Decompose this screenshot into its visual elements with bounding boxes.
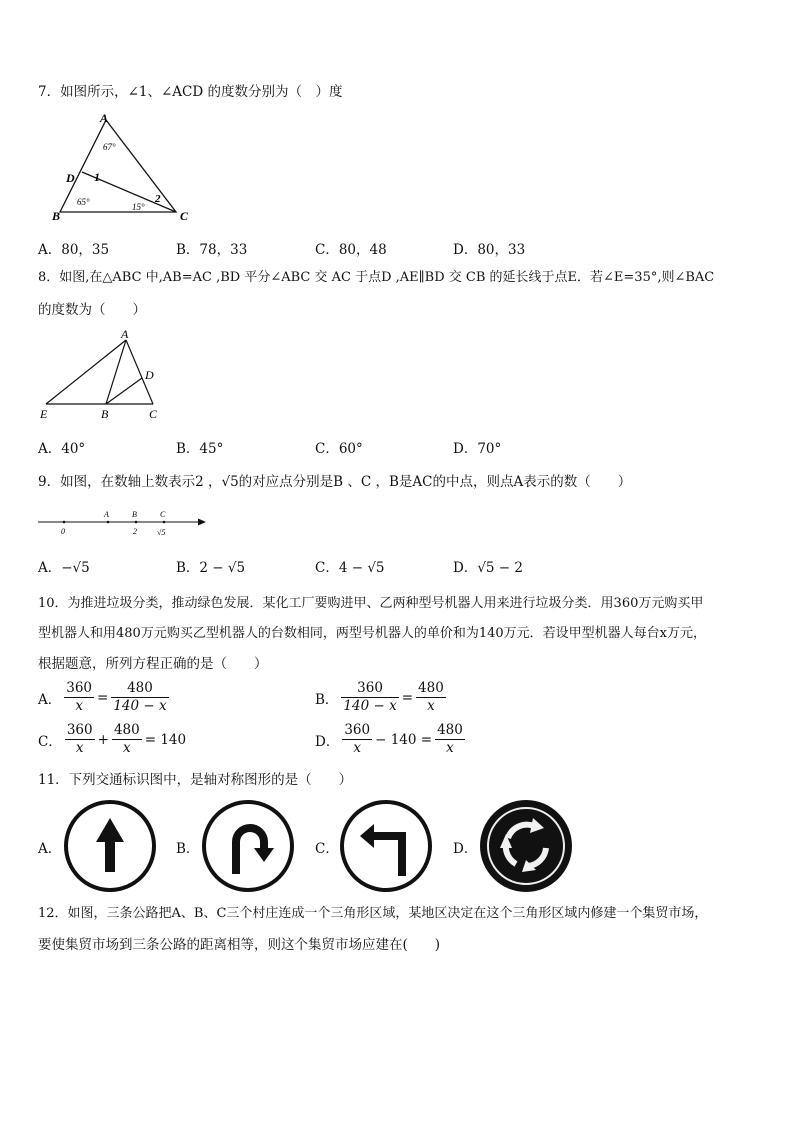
option-key: D． — [453, 242, 478, 258]
numerator: 480 — [113, 722, 140, 738]
fraction — [342, 722, 372, 757]
q9-point-b: B — [132, 510, 137, 519]
numerator: 480 — [111, 680, 168, 698]
option-text: 2 − √5 — [199, 560, 246, 576]
q10-option-c[interactable] — [38, 722, 186, 757]
operator: = — [97, 689, 109, 706]
q7-option-c[interactable] — [315, 238, 387, 258]
option-key: B． — [176, 242, 200, 258]
numerator: 360 — [344, 722, 371, 738]
option-key: C． — [315, 242, 339, 258]
numerator: 360 — [66, 680, 93, 696]
q9-point-a: A — [104, 510, 109, 519]
q9-option-d[interactable] — [453, 556, 523, 576]
operator: − 140 = — [375, 731, 433, 748]
q10-option-b[interactable] — [315, 680, 446, 715]
option-text: −√5 — [61, 560, 90, 576]
q7-angle-15: 15° — [132, 202, 145, 212]
q7-angle-65: 65° — [77, 197, 90, 207]
fraction — [112, 722, 142, 757]
q11-option-b-key[interactable]: B． — [176, 841, 200, 857]
q9-tick-two: 2 — [133, 527, 137, 536]
option-key: D． — [315, 733, 340, 750]
fraction — [416, 680, 446, 715]
q7-option-b[interactable] — [176, 238, 247, 258]
numerator: 360 — [66, 722, 93, 738]
option-key: B． — [176, 441, 200, 457]
q11-stem: 11．下列交通标识图中，是轴对称图形的是（ ） — [38, 772, 353, 788]
q9-point-c: C — [160, 510, 166, 519]
numerator: 360 — [341, 680, 398, 698]
q9-option-a[interactable] — [38, 556, 90, 576]
denominator: 140 − x — [113, 698, 167, 714]
q8-stem-line2: 的度数为（ ） — [38, 302, 146, 318]
equation-tail: = 140 — [144, 731, 187, 748]
denominator: x — [75, 740, 84, 756]
fraction — [341, 680, 398, 715]
option-text: 80，35 — [61, 242, 110, 258]
q7-label-b: B — [52, 209, 61, 223]
q7-label-c: C — [180, 209, 189, 223]
q9-number-line — [36, 506, 211, 540]
fraction — [65, 722, 95, 757]
q7-label-d: D — [66, 171, 75, 185]
option-key: A． — [38, 691, 62, 708]
q7-angle-2: 2 — [155, 193, 161, 205]
q10-line3: 根据题意，所列方程正确的是（ ） — [38, 656, 268, 672]
q9-option-c[interactable] — [315, 556, 385, 576]
numerator: 480 — [437, 722, 463, 738]
q7-figure — [50, 110, 200, 225]
option-key: D． — [453, 441, 478, 457]
denominator: x — [123, 740, 131, 756]
option-key: B． — [176, 560, 200, 576]
q8-label-e: E — [40, 407, 48, 421]
operator: + — [97, 731, 109, 748]
option-key: A． — [38, 441, 62, 457]
roundabout-sign-icon[interactable] — [478, 798, 574, 894]
q8-label-a: A — [121, 327, 129, 341]
operator: = — [401, 689, 414, 706]
option-text: √5 − 2 — [477, 560, 524, 576]
option-key: C． — [38, 733, 62, 750]
option-key: D． — [453, 560, 478, 576]
q8-option-b[interactable] — [176, 437, 223, 457]
q8-option-d[interactable] — [453, 437, 501, 457]
q12-line2: 要使集贸市场到三条公路的距离相等，则这个集贸市场应建在( ) — [38, 937, 441, 953]
q7-angle-67: 67° — [103, 142, 116, 152]
q7-angle-1: 1 — [94, 170, 100, 184]
q8-stem-line1: 8．如图,在△ABC 中,AB=AC ,BD 平分∠ABC 交 AC 于点D ,AE∥BD 交 CB 的延长线于点E．若∠E=35°,则∠BAC — [38, 270, 715, 285]
q8-figure — [36, 326, 176, 424]
q7-option-a[interactable] — [38, 238, 109, 258]
fraction — [111, 680, 168, 715]
denominator: x — [446, 740, 454, 756]
q11-option-a-key[interactable]: A． — [38, 841, 62, 857]
up-arrow-sign-icon[interactable] — [62, 798, 158, 894]
q10-option-a[interactable] — [38, 680, 169, 715]
option-text: 40° — [61, 441, 86, 457]
q9-tick-sqrt5: √5 — [157, 528, 166, 537]
q7-stem: 7．如图所示，∠1、∠ACD 的度数分别为（ ）度 — [38, 84, 343, 100]
numerator: 480 — [418, 680, 444, 696]
q8-option-c[interactable] — [315, 437, 363, 457]
option-text: 70° — [477, 441, 502, 457]
denominator: x — [353, 740, 362, 756]
q10-line2: 型机器人和用480万元购买乙型机器人的台数相同，两型号机器人的单价和为140万元．若设甲型机器人每台x万元， — [38, 626, 706, 641]
denominator: x — [75, 698, 83, 714]
option-key: C． — [315, 560, 339, 576]
fraction — [435, 722, 465, 757]
option-text: 78，33 — [199, 242, 248, 258]
q7-label-a: A — [100, 111, 109, 125]
q11-option-d-key[interactable]: D． — [453, 841, 478, 857]
option-text: 80，33 — [477, 242, 526, 258]
q8-option-a[interactable] — [38, 437, 85, 457]
option-text: 4 − √5 — [338, 560, 385, 576]
q9-stem: 9．如图，在数轴上数表示2 ，√5的对应点分别是B 、C ，B是AC的中点，则点A表示的数（ ） — [38, 474, 632, 490]
fraction — [64, 680, 94, 715]
option-text: 45° — [199, 441, 224, 457]
q11-option-c-key[interactable]: C． — [315, 841, 339, 857]
option-text: 60° — [338, 441, 363, 457]
q9-option-b[interactable] — [176, 556, 245, 576]
denominator: 140 − x — [343, 698, 397, 714]
denominator: x — [427, 698, 435, 714]
option-key: C． — [315, 441, 339, 457]
q8-label-c: C — [149, 407, 158, 421]
q7-option-d[interactable] — [453, 238, 525, 258]
q10-option-d[interactable] — [315, 722, 465, 757]
left-turn-sign-icon[interactable] — [338, 798, 434, 894]
option-key: B． — [315, 691, 339, 708]
option-key: A． — [38, 560, 62, 576]
q8-label-d: D — [145, 368, 154, 382]
q9-tick-zero: 0 — [61, 527, 65, 536]
q12-line1: 12．如图，三条公路把A、B、C三个村庄连成一个三角形区域，某地区决定在这个三角形区域内修建一个集贸市场， — [38, 906, 708, 921]
u-turn-sign-icon[interactable] — [200, 798, 296, 894]
q10-line1: 10．为推进垃圾分类，推动绿色发展．某化工厂要购进甲、乙两种型号机器人用来进行垃圾分类．用360万元购买甲 — [38, 596, 704, 611]
option-key: A． — [38, 242, 62, 258]
q8-label-b: B — [101, 407, 109, 421]
option-text: 80，48 — [338, 242, 387, 258]
